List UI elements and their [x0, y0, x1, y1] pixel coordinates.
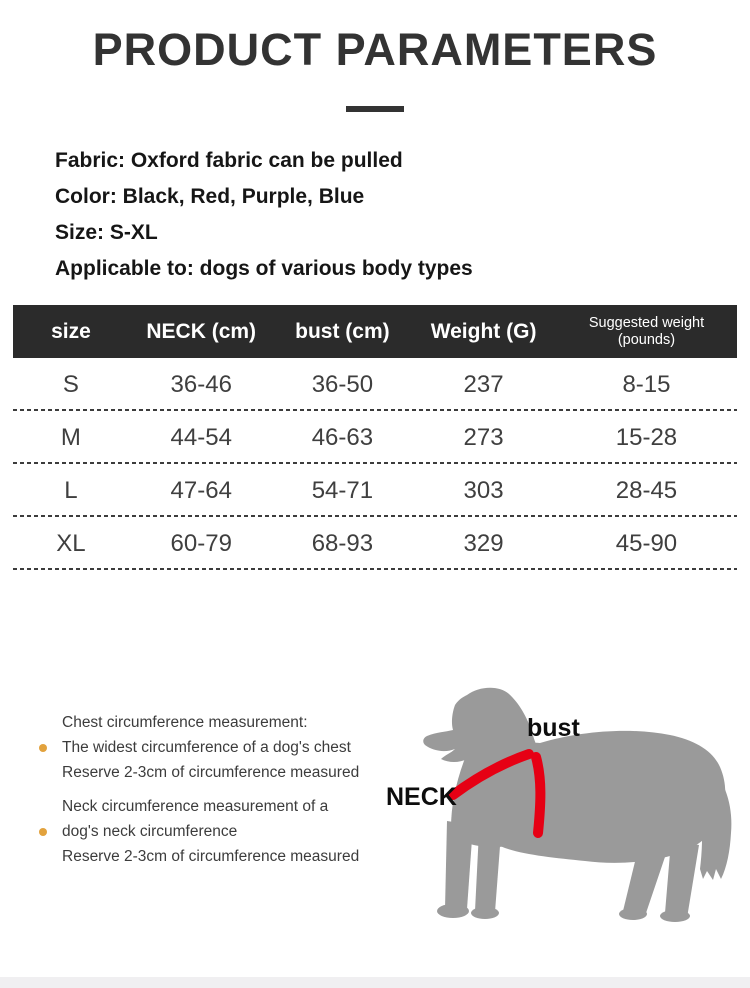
info-line-color: Color: Black, Red, Purple, Blue	[55, 185, 365, 208]
cell-neck: 47-64	[170, 476, 232, 504]
header-cell-bust: bust (cm)	[295, 319, 390, 343]
header-cell-weight: Weight (G)	[430, 319, 537, 343]
cell-size: L	[64, 476, 78, 504]
dog-silhouette-icon	[415, 683, 750, 938]
dog-measurement-diagram	[415, 683, 750, 938]
cell-weight: 273	[463, 423, 504, 451]
title-underline	[346, 106, 404, 112]
cell-size: XL	[56, 529, 86, 557]
measurement-notes	[38, 710, 410, 878]
harness-bust-strap	[536, 757, 540, 833]
cell-suggested: 45-90	[615, 529, 678, 557]
table-row	[13, 517, 737, 570]
cell-weight: 329	[463, 529, 504, 557]
cell-suggested: 8-15	[622, 370, 671, 398]
size-table	[13, 305, 737, 570]
cell-bust: 36-50	[311, 370, 374, 398]
bullet-dot-icon	[39, 828, 47, 836]
cell-suggested: 15-28	[615, 423, 678, 451]
note-chest-line2: The widest circumference of a dog's chest	[62, 739, 351, 756]
next-section-edge	[0, 977, 750, 988]
header-cell-suggested: Suggested weight (pounds)	[588, 314, 705, 348]
cell-weight: 303	[463, 476, 504, 504]
row-divider	[13, 568, 737, 570]
bullet-dot-icon	[39, 744, 47, 752]
note-chest-line3: Reserve 2-3cm of circumference measured	[62, 764, 360, 781]
cell-neck: 44-54	[170, 423, 232, 451]
note-neck	[38, 794, 410, 869]
table-row	[13, 411, 737, 464]
note-neck-line1: Neck circumference measurement of a	[62, 798, 329, 815]
header-cell-size: size	[51, 319, 91, 343]
table-header-row	[13, 305, 737, 358]
cell-bust: 54-71	[311, 476, 374, 504]
page-title: PRODUCT PARAMETERS	[92, 24, 658, 75]
cell-size: M	[60, 423, 81, 451]
table-row	[13, 358, 737, 411]
cell-neck: 60-79	[170, 529, 232, 557]
table-row	[13, 464, 737, 517]
cell-size: S	[62, 370, 79, 398]
info-line-size: Size: S-XL	[55, 221, 158, 244]
note-chest	[38, 710, 410, 785]
note-neck-line3: Reserve 2-3cm of circumference measured	[62, 848, 360, 865]
cell-weight: 237	[463, 370, 504, 398]
bust-label: bust	[527, 714, 580, 742]
cell-suggested: 28-45	[615, 476, 678, 504]
cell-bust: 46-63	[311, 423, 374, 451]
info-line-fabric: Fabric: Oxford fabric can be pulled	[55, 149, 403, 172]
cell-bust: 68-93	[311, 529, 374, 557]
neck-label: NECK	[386, 783, 457, 811]
note-chest-line1: Chest circumference measurement:	[62, 714, 308, 731]
header-cell-neck: NECK (cm)	[146, 319, 257, 343]
info-line-applicable: Applicable to: dogs of various body types	[55, 257, 473, 280]
product-info-block	[55, 143, 695, 287]
cell-neck: 36-46	[170, 370, 232, 398]
note-neck-line2: dog's neck circumference	[62, 823, 238, 840]
